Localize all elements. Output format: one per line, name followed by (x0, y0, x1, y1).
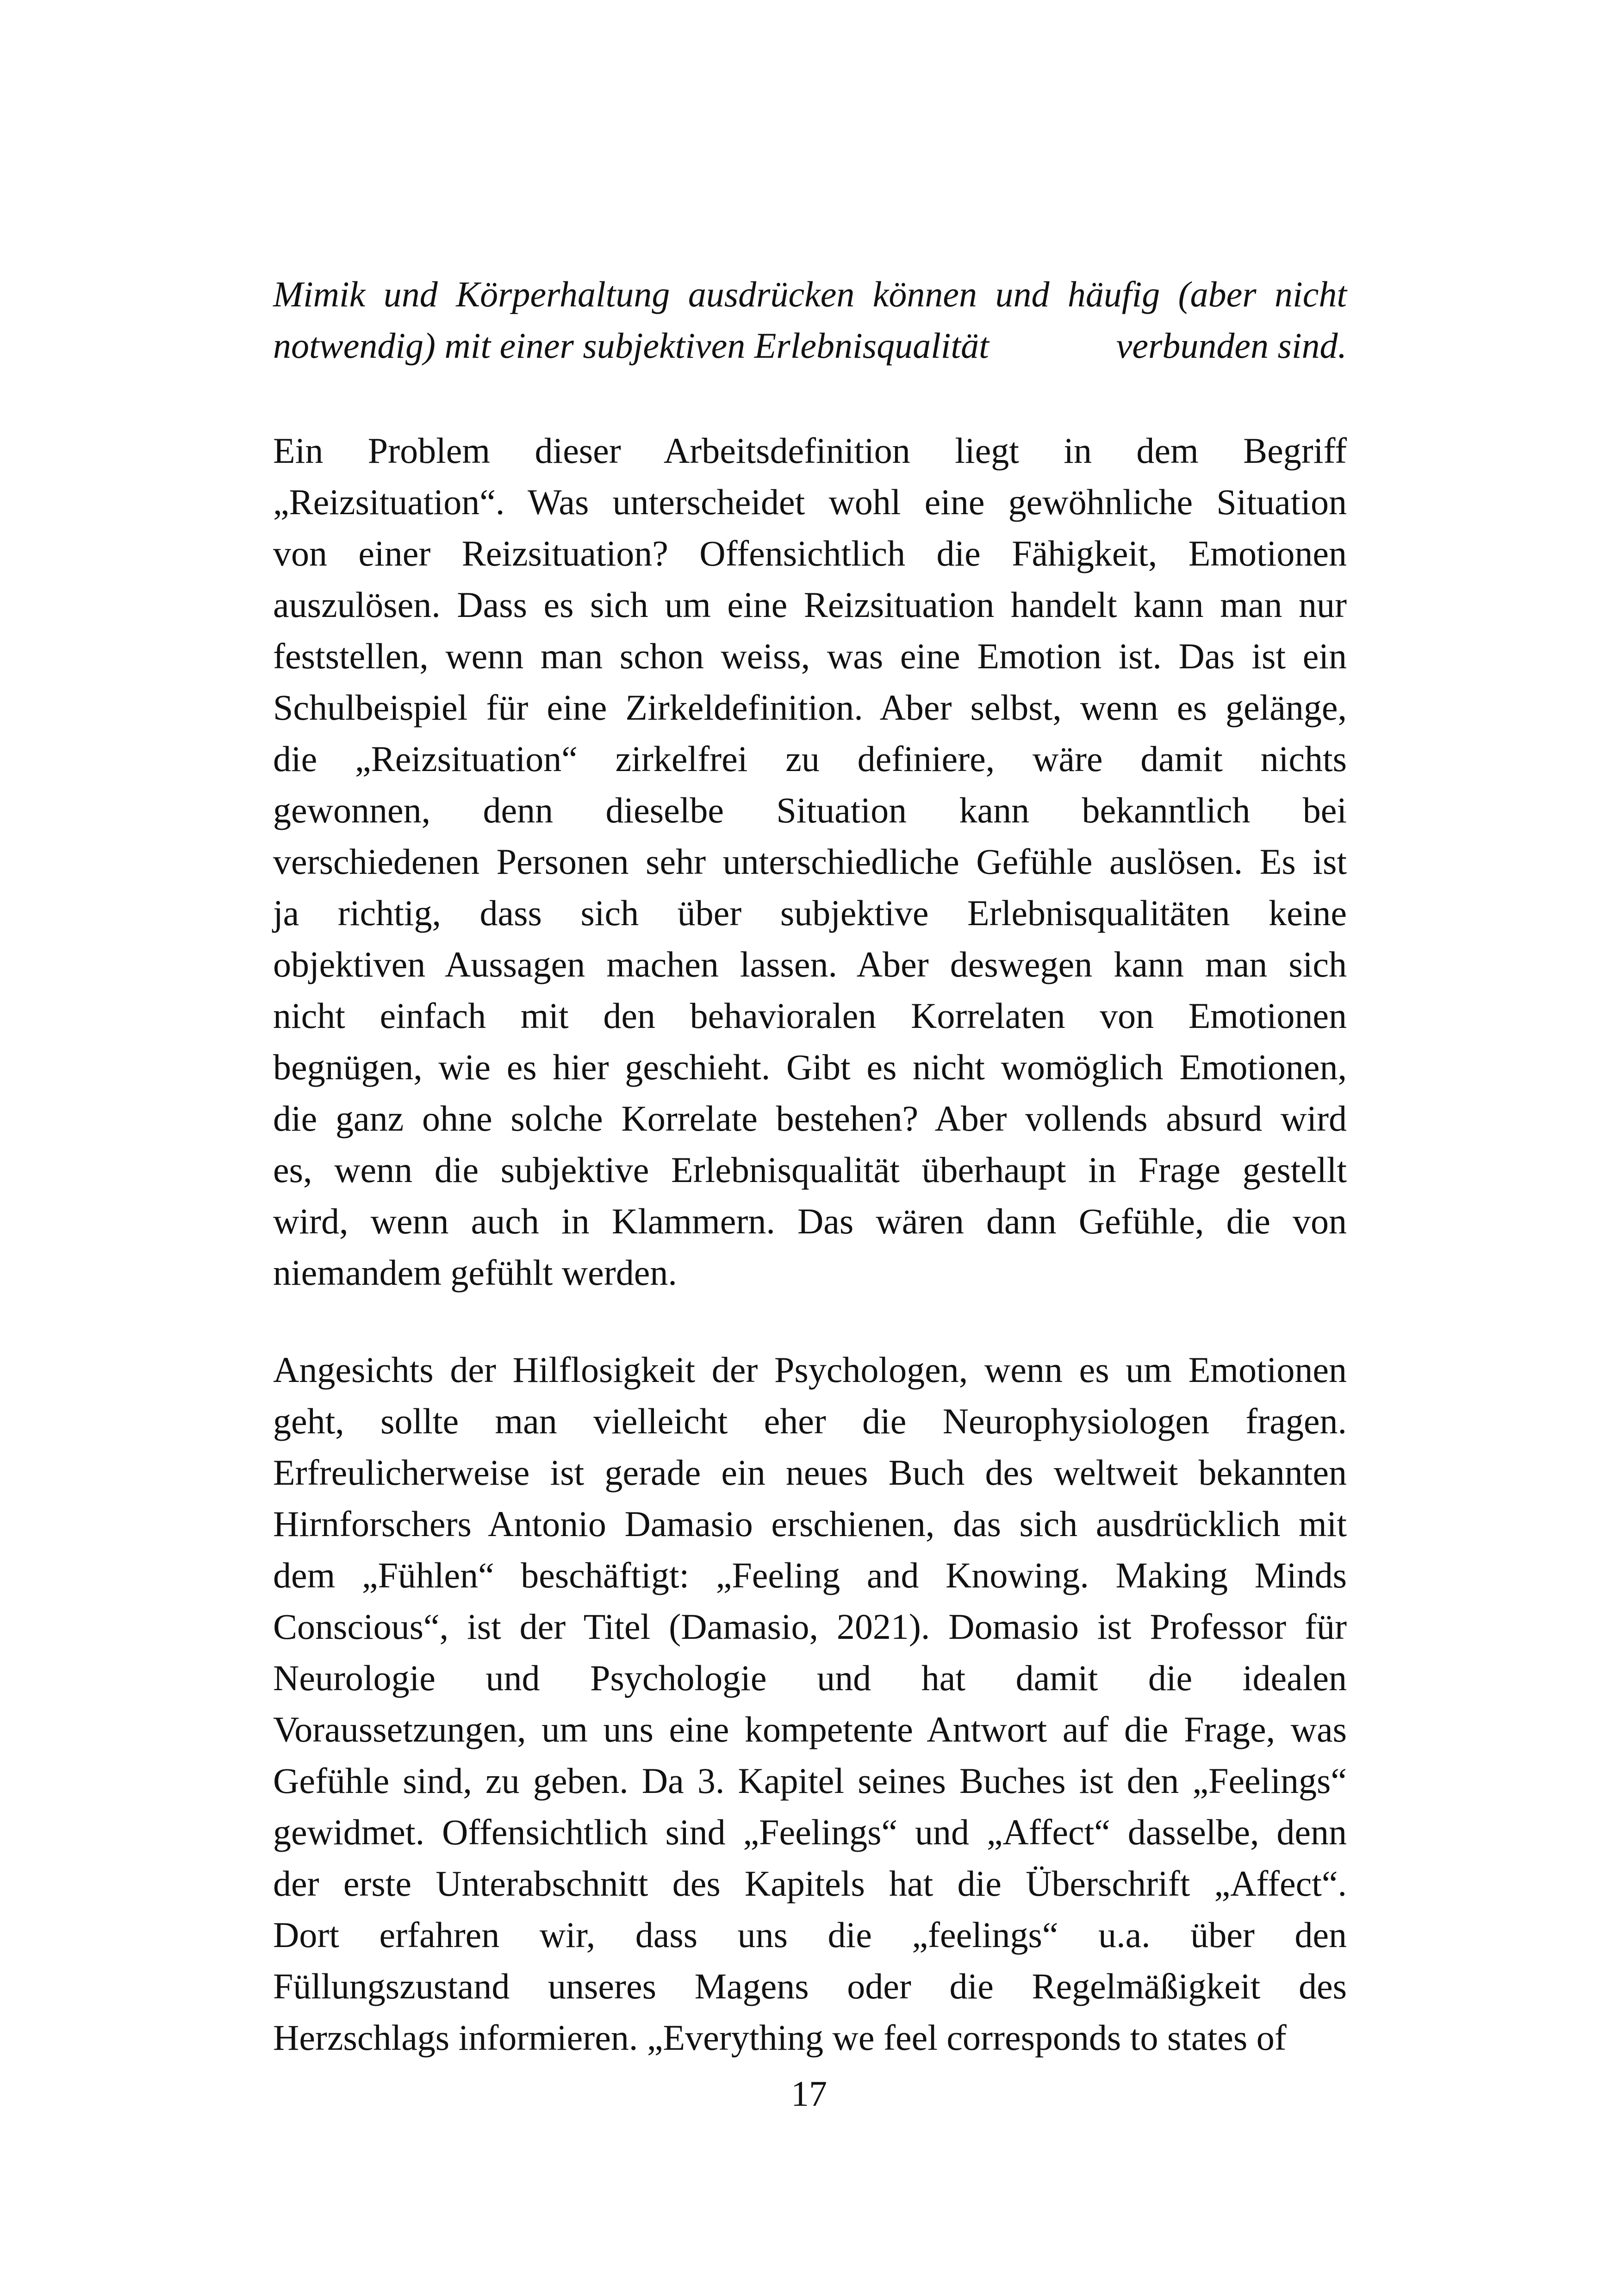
text-line: ja richtig, dass sich über subjektive Erlebnisqualitäten keine (273, 893, 1347, 933)
text-line: Voraussetzungen, um uns eine kompetente Antwort auf die Frage, was (273, 1709, 1347, 1749)
text-line: Conscious“, ist der Titel (Damasio, 2021). Domasio ist Professor für (273, 1606, 1347, 1647)
text-line: feststellen, wenn man schon weiss, was eine Emotion ist. Das ist ein (273, 636, 1347, 676)
text-line: wird, wenn auch in Klammern. Das wären dann Gefühle, die von (273, 1201, 1347, 1241)
text-line: die „Reizsituation“ zirkelfrei zu definiere, wäre damit nichts (273, 739, 1347, 779)
quote-last-line (273, 320, 1347, 371)
quote-last-line-right: verbunden sind. (1116, 325, 1347, 366)
text-line: Gefühle sind, zu geben. Da 3. Kapitel seines Buches ist den „Feelings“ (273, 1761, 1347, 1801)
text-line: dem „Fühlen“ beschäftigt: „Feeling and Knowing. Making Minds (273, 1555, 1347, 1595)
quote-last-line-left: notwendig) mit einer subjektiven Erlebnisqualität (273, 325, 989, 366)
text-line: Erfreulicherweise ist gerade ein neues Buch des weltweit bekannten (273, 1452, 1347, 1493)
text-line: auszulösen. Dass es sich um eine Reizsituation handelt kann man nur (273, 585, 1347, 625)
text-line: „Reizsituation“. Was unterscheidet wohl eine gewöhnliche Situation (273, 482, 1347, 522)
text-line: die ganz ohne solche Korrelate bestehen? Aber vollends absurd wird (273, 1098, 1347, 1139)
text-line: Schulbeispiel für eine Zirkeldefinition. Aber selbst, wenn es gelänge, (273, 687, 1347, 728)
text-line: verschiedenen Personen sehr unterschiedliche Gefühle auslösen. Es ist (273, 841, 1347, 882)
text-line: Angesichts der Hilflosigkeit der Psychologen, wenn es um Emotionen (273, 1350, 1347, 1390)
text-line: niemandem gefühlt werden. (273, 1252, 677, 1293)
italic-quote-block (273, 268, 1347, 371)
quote-line: Mimik und Körperhaltung ausdrücken können und häufig (aber nicht (273, 274, 1347, 314)
text-line: Ein Problem dieser Arbeitsdefinition liegt in dem Begriff (273, 430, 1347, 471)
text-line: objektiven Aussagen machen lassen. Aber deswegen kann man sich (273, 944, 1347, 984)
text-line: Füllungszustand unseres Magens oder die Regelmäßigkeit des (273, 1966, 1347, 2006)
text-line: der erste Unterabschnitt des Kapitels hat die Überschrift „Affect“. (273, 1863, 1347, 1904)
text-line: gewidmet. Offensichtlich sind „Feelings“ und „Affect“ dasselbe, denn (273, 1812, 1347, 1852)
text-line: von einer Reizsituation? Offensichtlich die Fähigkeit, Emotionen (273, 533, 1347, 573)
text-line: Hirnforschers Antonio Damasio erschienen, das sich ausdrücklich mit (273, 1504, 1347, 1544)
paragraph-definition-critique (273, 425, 1347, 1298)
text-line: Dort erfahren wir, dass uns die „feelings“ u.a. über den (273, 1915, 1347, 1955)
text-line: Neurologie und Psychologie und hat damit die idealen (273, 1658, 1347, 1698)
page-number: 17 (791, 2073, 827, 2114)
text-line: es, wenn die subjektive Erlebnisqualität überhaupt in Frage gestellt (273, 1150, 1347, 1190)
paragraph-damasio (273, 1344, 1347, 2063)
text-line: Herzschlags informieren. „Everything we feel corresponds to states of (273, 2017, 1287, 2058)
text-line: nicht einfach mit den behavioralen Korrelaten von Emotionen (273, 996, 1347, 1036)
text-line: gewonnen, denn dieselbe Situation kann bekanntlich bei (273, 790, 1347, 830)
text-line: geht, sollte man vielleicht eher die Neurophysiologen fragen. (273, 1401, 1347, 1441)
text-line: begnügen, wie es hier geschieht. Gibt es nicht womöglich Emotionen, (273, 1047, 1347, 1087)
